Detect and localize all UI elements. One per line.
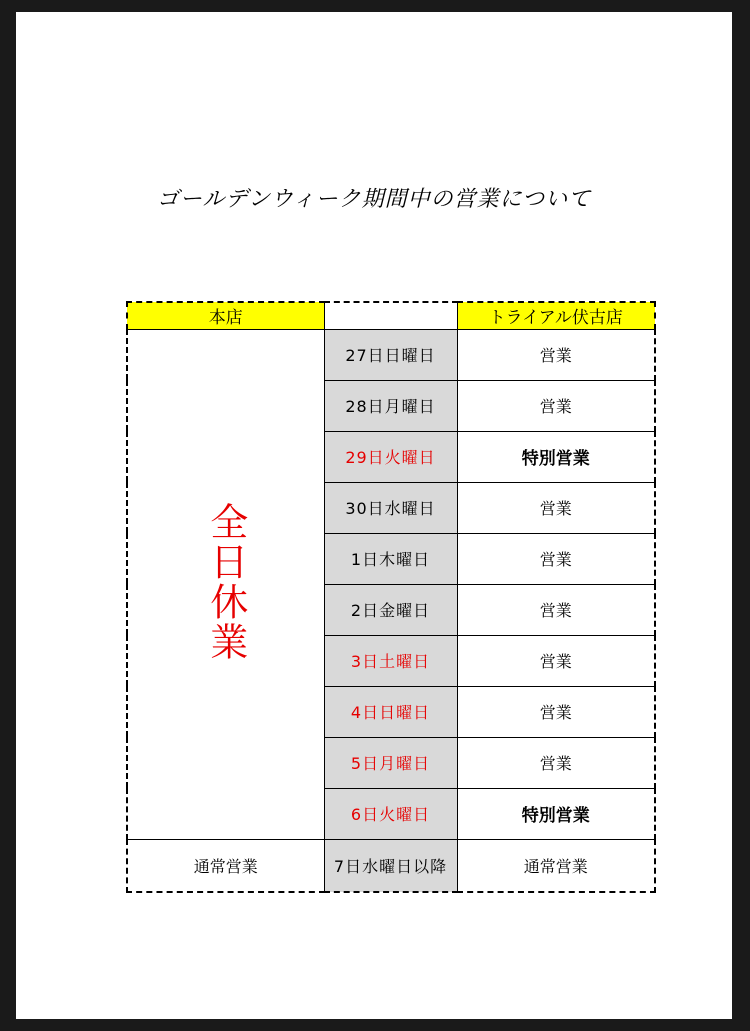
date-cell: 4日日曜日 <box>324 686 457 737</box>
date-cell: 28日月曜日 <box>324 380 457 431</box>
date-cell: 3日土曜日 <box>324 635 457 686</box>
footer-main-store-cell: 通常営業 <box>127 839 324 892</box>
date-cell: 29日火曜日 <box>324 431 457 482</box>
main-store-closed-label: 全日休業 <box>203 502 248 663</box>
fushiko-status-cell: 特別営業 <box>457 431 655 482</box>
date-cell: 27日日曜日 <box>324 329 457 380</box>
footer-fushiko-cell: 通常営業 <box>457 839 655 892</box>
footer-date-cell: 7日水曜日以降 <box>324 839 457 892</box>
business-hours-table <box>126 301 656 893</box>
fushiko-status-cell: 営業 <box>457 329 655 380</box>
date-cell: 6日火曜日 <box>324 788 457 839</box>
table-header-row <box>127 302 655 329</box>
date-cell: 1日木曜日 <box>324 533 457 584</box>
page-title: ゴールデンウィーク期間中の営業について <box>156 187 592 212</box>
fushiko-status-cell: 営業 <box>457 737 655 788</box>
fushiko-status-cell: 営業 <box>457 380 655 431</box>
fushiko-status-cell: 営業 <box>457 584 655 635</box>
main-store-closed-cell <box>127 329 324 839</box>
table-footer-row <box>127 839 655 892</box>
date-cell: 5日月曜日 <box>324 737 457 788</box>
fushiko-status-cell: 営業 <box>457 482 655 533</box>
fushiko-status-cell: 営業 <box>457 635 655 686</box>
date-cell: 2日金曜日 <box>324 584 457 635</box>
header-date <box>324 302 457 329</box>
date-cell: 30日水曜日 <box>324 482 457 533</box>
header-fushiko-store: トライアル伏古店 <box>457 302 655 329</box>
fushiko-status-cell: 営業 <box>457 686 655 737</box>
fushiko-status-cell: 営業 <box>457 533 655 584</box>
table-row <box>127 329 655 380</box>
header-main-store: 本店 <box>127 302 324 329</box>
document-page <box>16 12 732 1019</box>
fushiko-status-cell: 特別営業 <box>457 788 655 839</box>
